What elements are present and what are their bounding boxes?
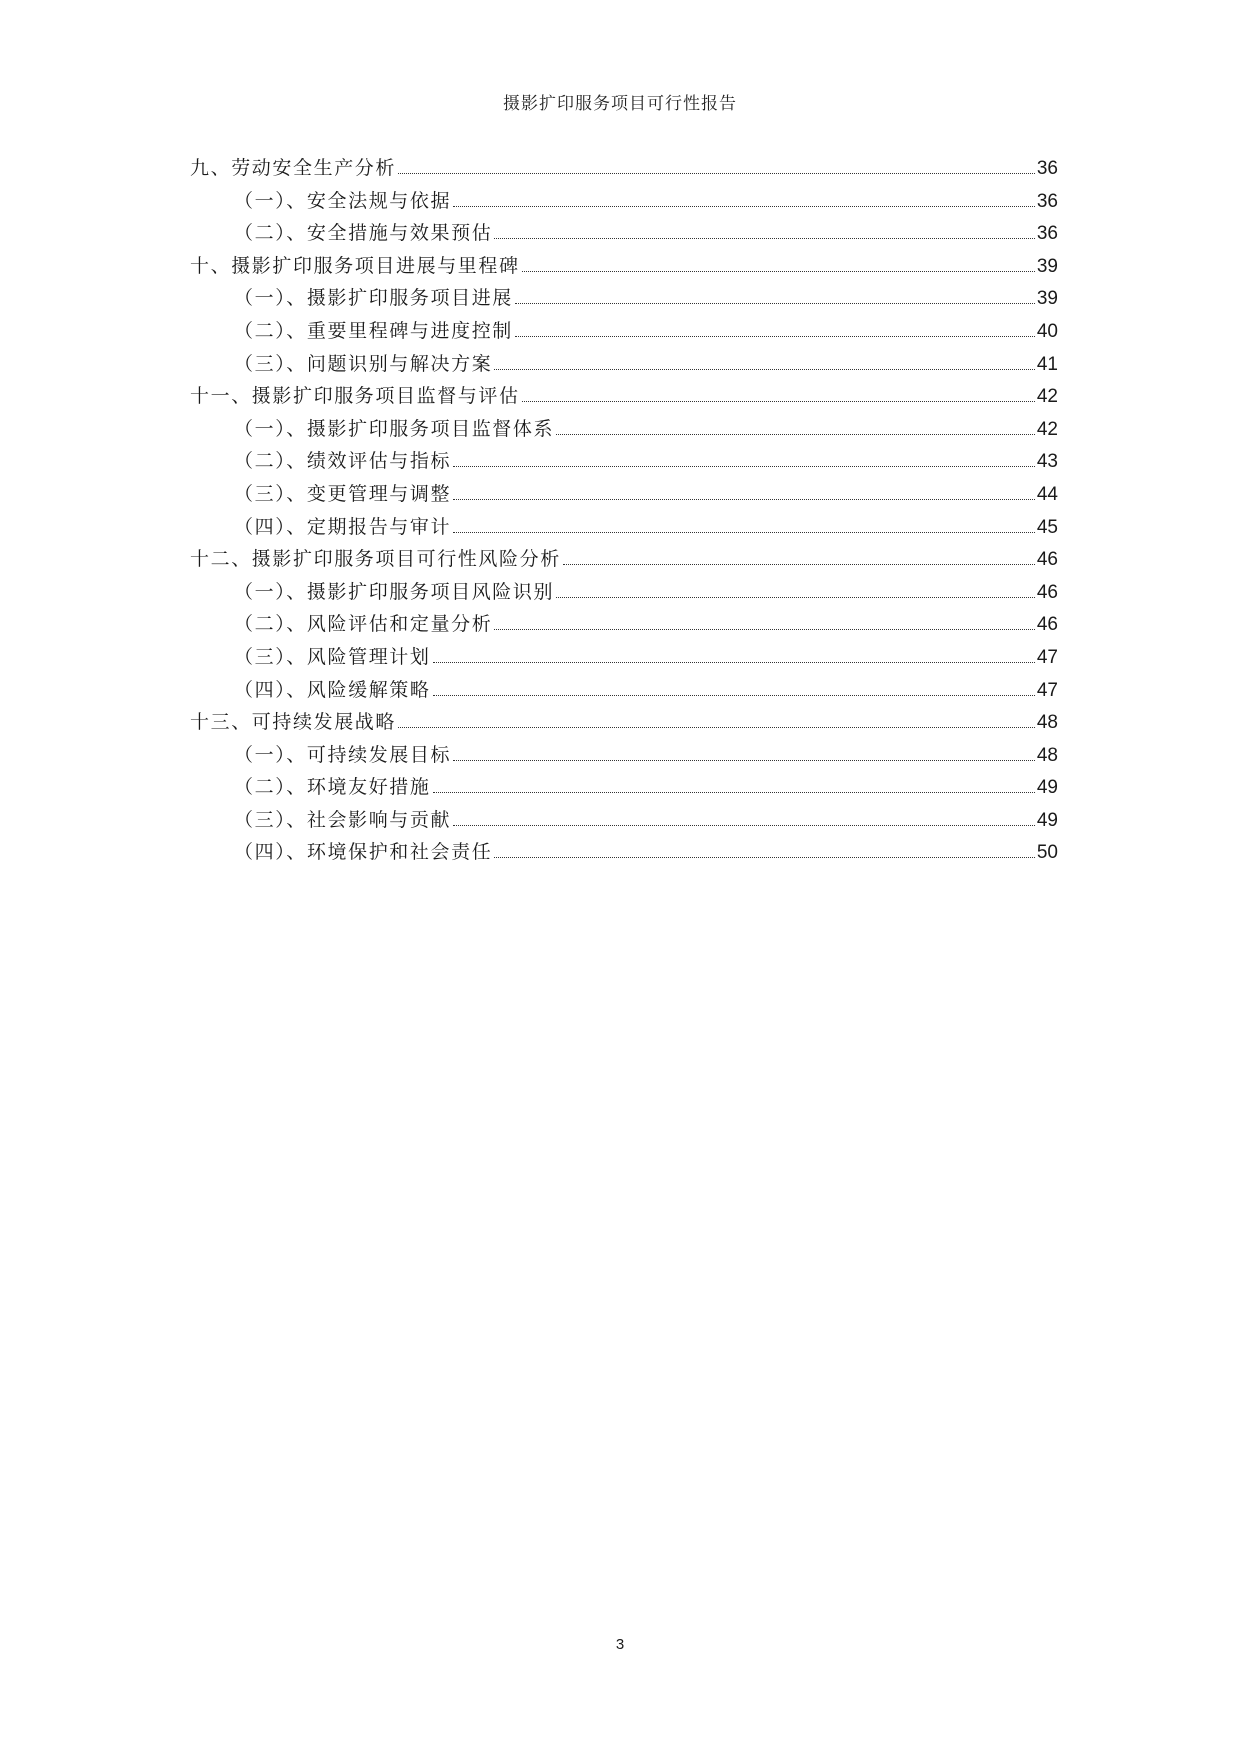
toc-dot-leader: [453, 206, 1035, 207]
toc-dot-leader: [522, 401, 1035, 402]
toc-chapter-entry[interactable]: [190, 543, 1058, 576]
toc-section-entry[interactable]: [190, 445, 1058, 478]
toc-section-entry[interactable]: [190, 511, 1058, 544]
toc-entry-page: 49: [1036, 809, 1058, 831]
toc-entry-title: 十三、可持续发展战略: [190, 711, 397, 734]
toc-section-entry[interactable]: [190, 185, 1058, 218]
toc-entry-title: （三）、问题识别与解决方案: [234, 352, 493, 375]
toc-dot-leader: [563, 564, 1035, 565]
toc-entry-page: 39: [1036, 255, 1058, 277]
page-header-title: 摄影扩印服务项目可行性报告: [503, 94, 737, 114]
toc-dot-leader: [433, 792, 1035, 793]
toc-entry-title: （四）、风险缓解策略: [234, 678, 431, 701]
toc-entry-page: 49: [1036, 777, 1058, 799]
toc-entry-page: 42: [1036, 386, 1058, 408]
toc-entry-title: （四）、环境保护和社会责任: [234, 841, 493, 864]
toc-entry-page: 48: [1036, 712, 1058, 734]
toc-section-entry[interactable]: [190, 836, 1058, 869]
toc-chapter-entry[interactable]: [190, 380, 1058, 413]
toc-entry-title: （二）、绩效评估与指标: [234, 450, 452, 473]
toc-entry-page: 39: [1036, 288, 1058, 310]
toc-dot-leader: [453, 466, 1035, 467]
toc-entry-page: 41: [1036, 353, 1058, 375]
toc-entry-page: 47: [1036, 646, 1058, 668]
toc-dot-leader: [453, 532, 1035, 533]
table-of-contents: [190, 152, 1058, 869]
toc-entry-page: 44: [1036, 483, 1058, 505]
toc-entry-page: 36: [1036, 158, 1058, 179]
toc-section-entry[interactable]: [190, 674, 1058, 707]
toc-dot-leader: [522, 271, 1035, 272]
toc-entry-title: 九、劳动安全生产分析: [190, 157, 397, 179]
toc-entry-title: （一）、可持续发展目标: [234, 743, 452, 766]
toc-entry-title: （二）、重要里程碑与进度控制: [234, 319, 513, 342]
toc-entry-title: （二）、安全措施与效果预估: [234, 222, 493, 245]
toc-section-entry[interactable]: [190, 217, 1058, 250]
toc-entry-title: （一）、摄影扩印服务项目风险识别: [234, 580, 555, 603]
toc-entry-title: （一）、摄影扩印服务项目监督体系: [234, 417, 555, 440]
toc-dot-leader: [494, 857, 1035, 858]
toc-entry-page: 48: [1036, 744, 1058, 766]
toc-entry-title: （四）、定期报告与审计: [234, 515, 452, 538]
toc-section-entry[interactable]: [190, 348, 1058, 381]
toc-entry-page: 46: [1036, 581, 1058, 603]
toc-entry-page: 47: [1036, 679, 1058, 701]
toc-dot-leader: [515, 336, 1035, 337]
toc-entry-page: 50: [1036, 842, 1058, 864]
toc-section-entry[interactable]: [190, 282, 1058, 315]
toc-entry-title: （二）、风险评估和定量分析: [234, 613, 493, 636]
toc-dot-leader: [398, 173, 1035, 174]
toc-entry-title: （一）、安全法规与依据: [234, 189, 452, 212]
toc-entry-page: 43: [1036, 451, 1058, 473]
toc-section-entry[interactable]: [190, 478, 1058, 511]
toc-entry-title: （二）、环境友好措施: [234, 776, 431, 799]
toc-section-entry[interactable]: [190, 804, 1058, 837]
toc-chapter-entry[interactable]: [190, 250, 1058, 283]
toc-section-entry[interactable]: [190, 413, 1058, 446]
toc-section-entry[interactable]: [190, 576, 1058, 609]
toc-entry-page: 46: [1036, 614, 1058, 636]
toc-chapter-entry[interactable]: [190, 706, 1058, 739]
toc-dot-leader: [453, 499, 1035, 500]
toc-entry-page: 36: [1036, 190, 1058, 212]
toc-dot-leader: [453, 825, 1035, 826]
toc-entry-page: 46: [1036, 549, 1058, 571]
toc-dot-leader: [453, 760, 1035, 761]
toc-dot-leader: [494, 238, 1035, 239]
toc-section-entry[interactable]: [190, 739, 1058, 772]
toc-entry-title: 十、摄影扩印服务项目进展与里程碑: [190, 254, 520, 277]
toc-entry-page: 42: [1036, 418, 1058, 440]
toc-chapter-entry[interactable]: [190, 152, 1058, 185]
toc-entry-page: 40: [1036, 320, 1058, 342]
toc-entry-page: 36: [1036, 223, 1058, 245]
toc-entry-title: （三）、变更管理与调整: [234, 482, 452, 505]
toc-entry-title: 十一、摄影扩印服务项目监督与评估: [190, 385, 520, 408]
toc-entry-title: （一）、摄影扩印服务项目进展: [234, 287, 513, 310]
toc-entry-title: （三）、社会影响与贡献: [234, 808, 452, 831]
toc-dot-leader: [494, 629, 1035, 630]
toc-entry-page: 45: [1036, 516, 1058, 538]
toc-dot-leader: [494, 369, 1035, 370]
toc-entry-title: （三）、风险管理计划: [234, 645, 431, 668]
toc-section-entry[interactable]: [190, 771, 1058, 804]
toc-dot-leader: [398, 727, 1035, 728]
toc-dot-leader: [433, 695, 1035, 696]
toc-section-entry[interactable]: [190, 315, 1058, 348]
toc-dot-leader: [556, 597, 1035, 598]
toc-section-entry[interactable]: [190, 608, 1058, 641]
toc-entry-title: 十二、摄影扩印服务项目可行性风险分析: [190, 548, 561, 571]
page-number: 3: [615, 1636, 625, 1653]
toc-section-entry[interactable]: [190, 641, 1058, 674]
toc-dot-leader: [515, 303, 1035, 304]
toc-dot-leader: [433, 662, 1035, 663]
toc-dot-leader: [556, 434, 1035, 435]
